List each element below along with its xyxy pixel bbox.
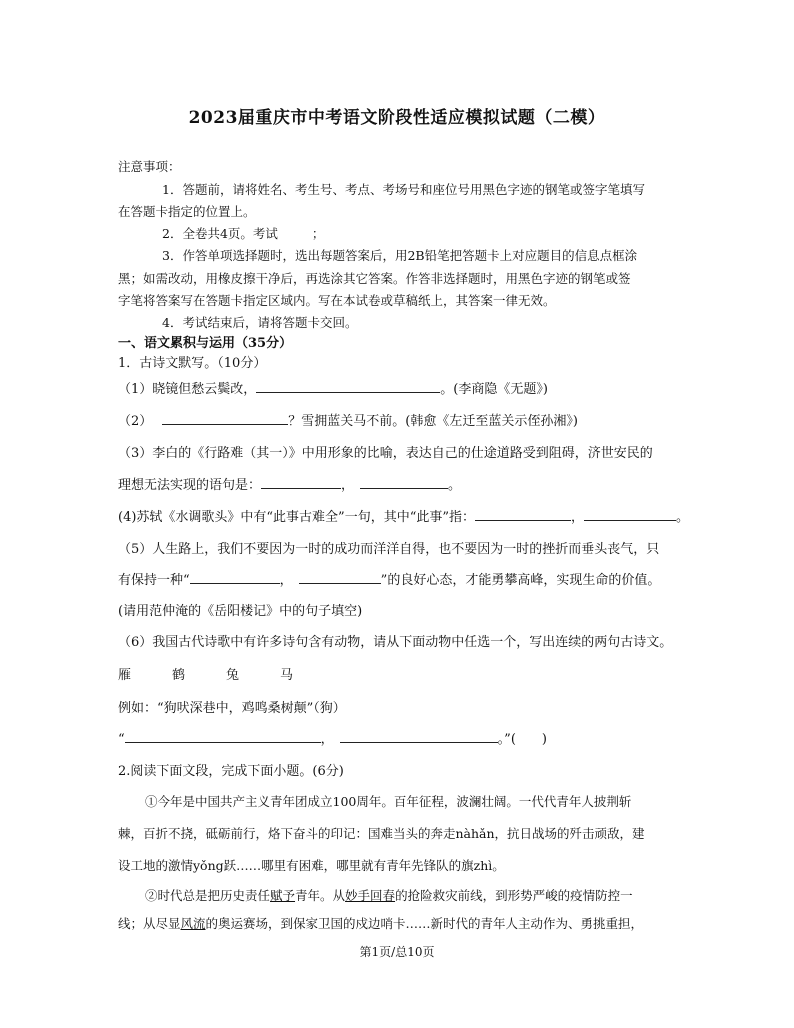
note-3b: 黑；如需改动，用橡皮擦干净后，再选涂其它答案。作答非选择题时，用黑色字迹的钢笔或签 (118, 271, 631, 286)
q2-para-2b (118, 914, 643, 932)
answer-blank[interactable] (299, 571, 381, 584)
animal-option: 兔 (226, 668, 240, 683)
q2-para-1a: ①今年是中国共产主义青年团成立100周年。百年征程，波澜壮阔。一代代青年人披荆斩 (145, 794, 632, 809)
answer-blank[interactable] (340, 730, 498, 743)
q1-item-5b (118, 569, 660, 588)
q1-item-3b (118, 474, 461, 493)
text-run: 的奥运赛场，到保家卫国的戍边哨卡……新时代的青年人主动作为、勇挑重担， (205, 916, 644, 931)
text-run: 青年。从 (295, 888, 346, 903)
underlined-word: 妙手回春 (345, 888, 396, 903)
section-heading: 一、语文累积与运用（35分） (118, 336, 293, 351)
note-1a: 1．答题前，请将姓名、考生号、考点、考场号和座位号用黑色字迹的钢笔或签字笔填写 (162, 182, 645, 197)
answer-blank[interactable] (584, 508, 676, 521)
note-2-text: 2．全卷共4页。考试 (162, 226, 278, 241)
q1-item-3a: （3）李白的《行路难（其一）》中用形象的比喻，表达自己的仕途道路受到阻碍，济世安民的 (118, 446, 653, 461)
answer-blank[interactable] (125, 730, 321, 743)
note-4: 4．考试结束后，请将答题卡交回。 (162, 315, 358, 330)
comma: ， (571, 510, 585, 525)
answer-blank[interactable] (190, 571, 280, 584)
comma: ， (320, 732, 334, 747)
comma: ， (279, 573, 293, 588)
q1-item-2-text: ？雪拥蓝关马不前。(韩愈《左迁至蓝关示侄孙湘》) (288, 414, 578, 429)
note-1b: 在答题卡指定的位置上。 (118, 204, 256, 219)
note-2 (162, 224, 324, 242)
underlined-word: 赋予 (270, 888, 296, 903)
answer-blank[interactable] (162, 412, 288, 425)
close-quote-paren: 。”( ) (497, 732, 547, 747)
q1-item-5c: (请用范仲淹的《岳阳楼记》中的句子填空) (118, 604, 363, 619)
q1-item-1-text: （1）晓镜但愁云鬓改， (118, 382, 257, 397)
note-3c: 字笔将答案写在答题卡指定区域内。写在本试卷或草稿纸上，其答案一律无效。 (118, 293, 556, 308)
page-number: 第1页/总10页 (359, 945, 435, 959)
q2-para-1c: 设工地的激情yǒng跃……哪里有困难，哪里就有青年先锋队的旗zhì。 (118, 858, 505, 873)
animal-option: 鹤 (172, 668, 186, 683)
q1-heading: 1．古诗文默写。（10分） (118, 356, 267, 371)
q2-heading: 2.阅读下面文段，完成下面小题。(6分) (118, 764, 344, 779)
page-title: 2023届重庆市中考语文阶段性适应模拟试题（二模） (188, 108, 606, 128)
q1-item-2-num: （2） (118, 414, 153, 429)
q1-item-5-end: ”的良好心态，才能勇攀高峰，实现生命的价值。 (380, 573, 661, 588)
notes-heading: 注意事项： (118, 159, 181, 174)
animal-option: 雁 (118, 668, 132, 683)
q2-para-2a (145, 886, 633, 904)
answer-blank[interactable] (256, 380, 440, 393)
answer-blank[interactable] (475, 508, 571, 521)
comma: ， (341, 478, 355, 493)
q2-para-1b: 棘，百折不挠，砥砺前行，烙下奋斗的印记：国难当头的奔走nàhǎn，抗日战场的歼击顽敌，建 (118, 826, 645, 841)
q1-item-5-start: 有保持一种“ (118, 573, 190, 588)
note-2-end: ； (311, 226, 325, 241)
q1-item-4 (118, 506, 689, 525)
answer-blank[interactable] (261, 476, 341, 489)
q1-item-6: （6）我国古代诗歌中有许多诗句含有动物，请从下面动物中任选一个，写出连续的两句古诗文。 (118, 635, 673, 650)
animal-options (118, 664, 334, 683)
period: 。 (676, 510, 690, 525)
animal-option: 马 (280, 668, 294, 683)
q1-item-6-answer (118, 728, 547, 747)
text-run: 线；从尽显 (118, 916, 181, 931)
q1-item-3-text: 理想无法实现的语句是： (118, 478, 262, 493)
period: 。 (448, 478, 462, 493)
q1-item-5a: （5）人生路上，我们不要因为一时的成功而洋洋自得，也不要因为一时的挫折而垂头丧气，只 (118, 542, 660, 557)
q1-item-1 (118, 378, 548, 397)
note-3a: 3．作答单项选择题时，选出每题答案后，用2B铅笔把答题卡上对应题目的信息点框涂 (162, 248, 638, 263)
text-run: ②时代总是把历史责任 (145, 888, 271, 903)
text-run: 的抢险救灾前线，到形势严峻的疫情防控一 (395, 888, 633, 903)
q1-item-4-text: (4)苏轼《水调歌头》中有“此事古难全”一句，其中“此事”指： (118, 510, 475, 525)
q1-example: 例如：“狗吠深巷中，鸡鸣桑树颠”（狗） (118, 701, 346, 716)
q1-item-2 (118, 410, 578, 429)
q1-item-1-source: 。(李商隐《无题》) (440, 382, 548, 397)
answer-blank[interactable] (360, 476, 448, 489)
underlined-word: 风流 (180, 916, 206, 931)
open-quote: “ (118, 732, 125, 747)
